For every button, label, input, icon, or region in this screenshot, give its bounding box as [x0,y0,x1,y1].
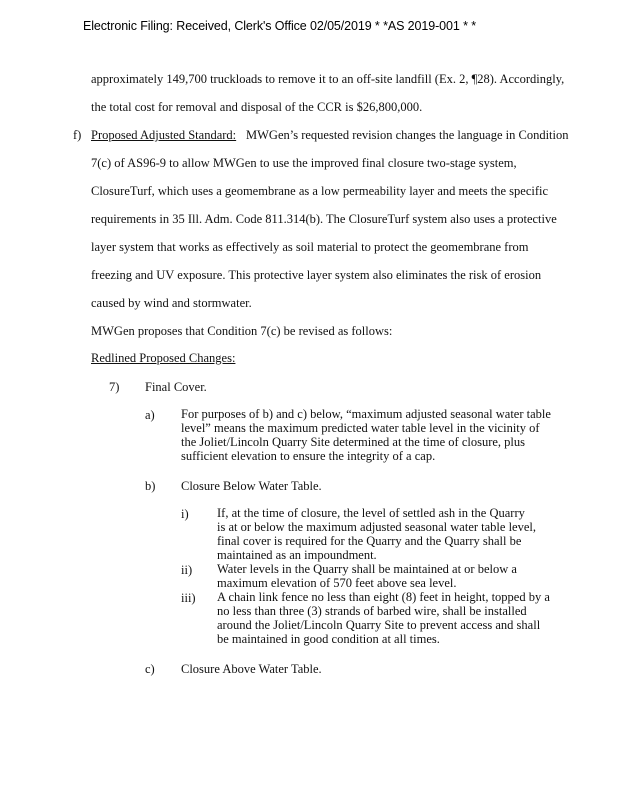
list-marker: iii) [181,591,196,605]
body-line: final cover is required for the Quarry and the Quarry shall be [217,534,522,548]
body-line: no less than three (3) strands of barbed wire, shall be installed [217,604,527,618]
list-marker: b) [145,479,156,493]
body-line: around the Joliet/Lincoln Quarry Site to prevent access and shall [217,618,541,632]
body-line: maximum elevation of 570 feet above sea level. [217,576,457,590]
body-line: requirements in 35 Ill. Adm. Code 811.314(b). The ClosureTurf system also uses a protective [91,212,557,226]
body-line: the total cost for removal and disposal of the CCR is $26,800,000. [91,100,423,114]
list-marker: ii) [181,563,193,577]
list-marker: c) [145,662,155,676]
body-line: MWGen’s requested revision changes the language in Condition [246,128,569,142]
body-line: ClosureTurf, which uses a geomembrane as a low permeability layer and meets the specific [91,184,549,198]
body-line: level” means the maximum predicted water table level in the vicinity of [181,421,540,435]
body-line: be maintained in good condition at all times. [217,632,440,646]
condition-number: 7) [109,380,120,394]
body-line: layer system that works as effectively as soil material to protect the geomembrane from [91,240,529,254]
list-marker: a) [145,408,155,422]
body-line: freezing and UV exposure. This protective layer system also eliminates the risk of erosion [91,268,542,282]
list-marker: f) [73,128,82,142]
body-line: If, at the time of closure, the level of settled ash in the Quarry [217,506,525,520]
body-line: is at or below the maximum adjusted seasonal water table level, [217,520,537,534]
body-line: 7(c) of AS96-9 to allow MWGen to use the improved final closure two-stage system, [91,156,517,170]
section-heading: Proposed Adjusted Standard: [91,128,237,142]
body-line: sufficient elevation to ensure the integrity of a cap. [181,449,436,463]
body-line: approximately 149,700 truckloads to remove it to an off-site landfill (Ex. 2, ¶28). Accordingly, [91,72,565,86]
body-line: Water levels in the Quarry shall be maintained at or below a [217,562,517,576]
subsection-title: Closure Above Water Table. [181,662,322,676]
list-marker: i) [181,507,189,521]
body-line: caused by wind and stormwater. [91,296,252,310]
body-line: A chain link fence no less than eight (8) feet in height, topped by a [217,590,550,604]
body-line: the Joliet/Lincoln Quarry Site determined at the time of closure, plus [181,435,526,449]
condition-title: Final Cover. [145,380,207,394]
subsection-title: Closure Below Water Table. [181,479,322,493]
body-line: maintained as an impoundment. [217,548,377,562]
proposal-line: MWGen proposes that Condition 7(c) be revised as follows: [91,324,393,338]
filing-stamp-header: Electronic Filing: Received, Clerk's Office 02/05/2019 * *AS 2019-001 * * [83,19,476,33]
redlined-heading: Redlined Proposed Changes: [91,351,236,365]
body-line: For purposes of b) and c) below, “maximum adjusted seasonal water table [181,407,551,421]
